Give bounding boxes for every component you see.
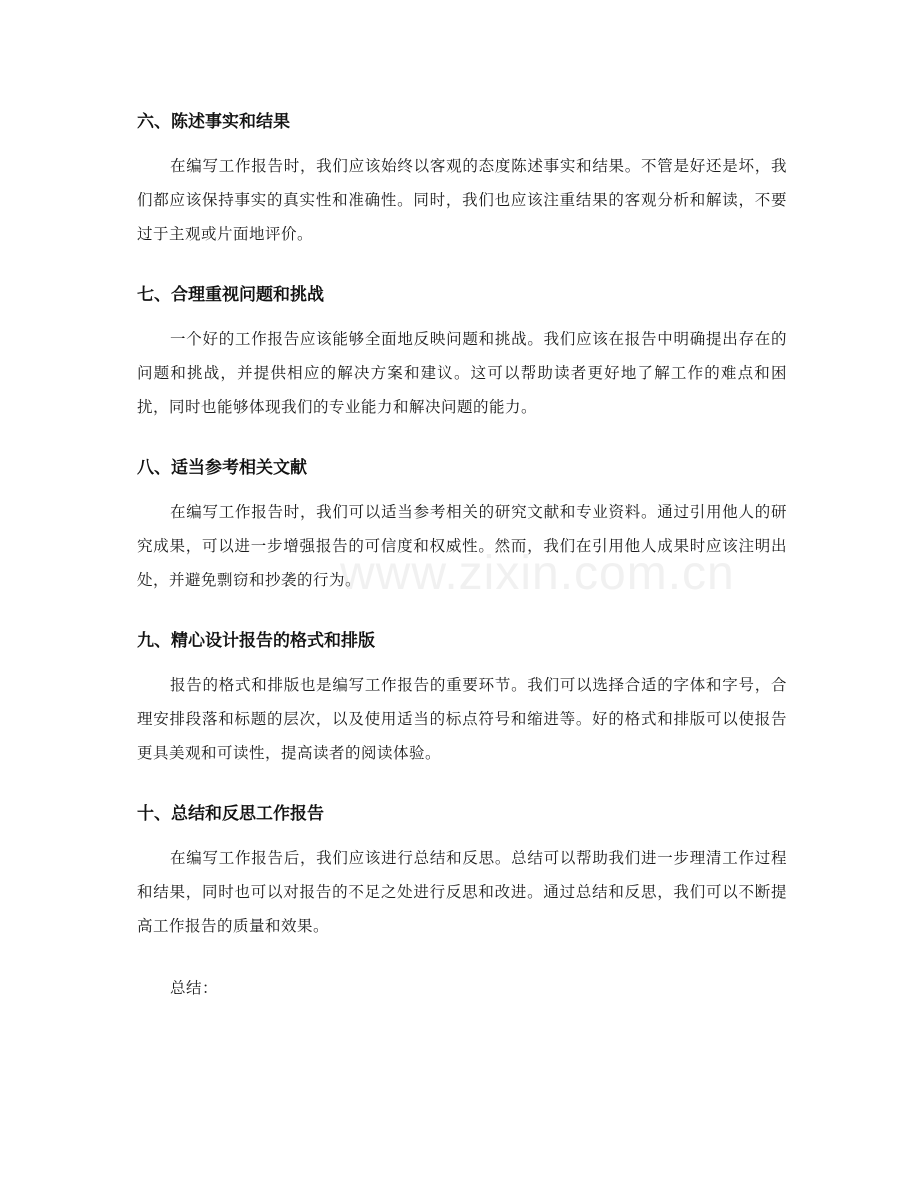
document-content <box>137 106 787 1005</box>
section-heading-7: 七、合理重视问题和挑战 <box>137 285 324 305</box>
section-paragraph-6: 在编写工作报告时，我们应该始终以客观的态度陈述事实和结果。不管是好还是坏，我们都应该保持事实的真实性和准确性。同时，我们也应该注重结果的客观分析和解读，不要过于主观或片面地评价。 <box>137 157 787 243</box>
section-paragraph-7: 一个好的工作报告应该能够全面地反映问题和挑战。我们应该在报告中明确提出存在的问题和挑战，并提供相应的解决方案和建议。这可以帮助读者更好地了解工作的难点和困扰，同时也能够体现我们的专业能力和解决问题的能力。 <box>137 330 787 416</box>
section-heading-9: 九、精心设计报告的格式和排版 <box>137 631 375 651</box>
section-paragraph-8: 在编写工作报告时，我们可以适当参考相关的研究文献和专业资料。通过引用他人的研究成果，可以进一步增强报告的可信度和权威性。然而，我们在引用他人成果时应该注明出处，并避免剽窃和抄袭的行为。 <box>137 503 787 589</box>
summary-label: 总结： <box>170 979 219 997</box>
section-paragraph-9: 报告的格式和排版也是编写工作报告的重要环节。我们可以选择合适的字体和字号，合理安排段落和标题的层次，以及使用适当的标点符号和缩进等。好的格式和排版可以使报告更具美观和可读性，提高读者的阅读体验。 <box>137 676 787 762</box>
section-heading-8: 八、适当参考相关文献 <box>137 458 307 478</box>
section-paragraph-10: 在编写工作报告后，我们应该进行总结和反思。总结可以帮助我们进一步理清工作过程和结果，同时也可以对报告的不足之处进行反思和改进。通过总结和反思，我们可以不断提高工作报告的质量和效果。 <box>137 849 787 935</box>
watermark: www.zixin.com.cn <box>340 547 735 600</box>
section-heading-10: 十、总结和反思工作报告 <box>137 804 324 824</box>
section-heading-6: 六、陈述事实和结果 <box>137 112 290 132</box>
